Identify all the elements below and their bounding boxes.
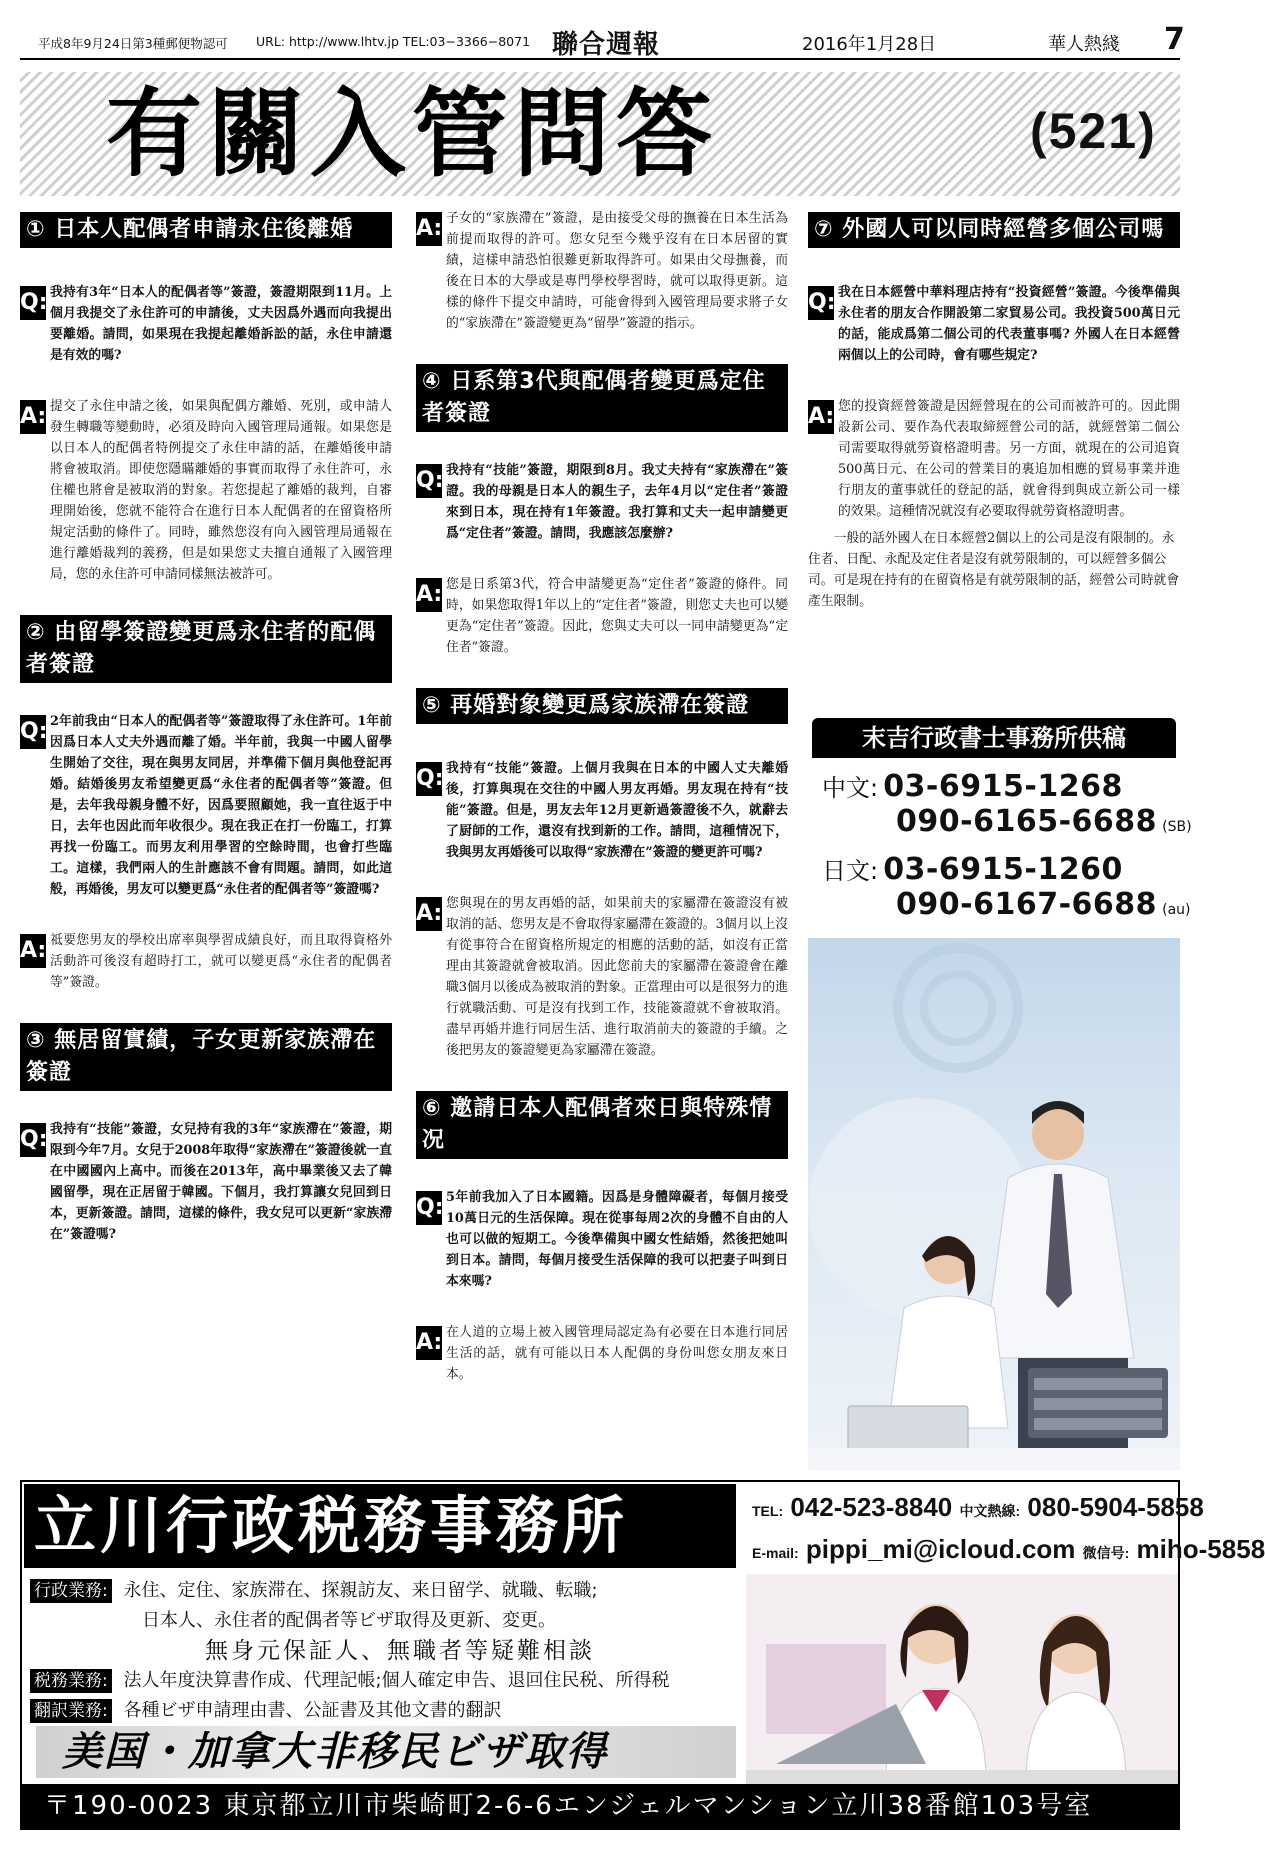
office-photo — [808, 938, 1180, 1470]
tax-service-row — [30, 1666, 730, 1696]
answer-tag: A: — [416, 578, 442, 612]
chinese-phone-row — [808, 768, 1180, 804]
column-1 — [20, 212, 392, 1275]
section-heading: ① 日本人配偶者申請永住後離婚 — [20, 212, 392, 248]
answer — [808, 396, 1180, 522]
qa-section-5 — [416, 688, 788, 1061]
email-label: E-mail: — [752, 1545, 799, 1561]
answer-tag: A: — [416, 212, 442, 246]
office-address: 〒190-0023 東京都立川市柴崎町2-6-6エンジェルマンション立川38番館103号室 — [22, 1784, 1178, 1828]
answer-text: 提交了永住申請之後，如果與配偶方離婚、死別，或申請人發生轉職等變動時，必須及時向入國管理局通報。如果您是以日本人的配偶者特例提交了永住申請的話，在離婚後申請將會被取消。即使您隱瞞離婚的事實而取得了永住許可，永住權也將會是被取消的對象。若您提起了離婚的裁判，自審理開始後，您就不能符合在進行日本人配偶者的在留資格所規定活動的條件了。同時，雖然您沒有向入國管理局通報在進行離婚裁判的義務，但是如果您丈夫擅自通報了入國管理局，您的永住許可申請同樣無法被許可。 — [50, 399, 392, 582]
carrier-label: (SB) — [1162, 819, 1192, 835]
question-text: 我持有“技能”簽證，期限到8月。我丈夫持有“家族滯在”簽證。我的母親是日本人的親生子，去年4月以“定住者”簽證來到日本，現在持有1年簽證。我打算和丈夫一起申請變更爲“定住者”簽證。請問，我應該怎麼辦? — [446, 463, 788, 541]
question-text: 我持有“技能”簽證。上個月我與在日本的中國人丈夫離婚後，打算與現在交往的中國人男友再婚。男友現在持有“技能”簽證。但是，男友去年12月更新過簽證後不久，就辭去了厨師的工作，還沒有找到新的工作。請問，這種情况下，我與男友再婚後可以取得“家族滯在”簽證的變更許可嗎? — [446, 761, 788, 860]
japanese-tel-1[interactable]: 03-6915-1260 — [883, 852, 1123, 887]
question — [20, 282, 392, 366]
question-tag: Q: — [416, 1191, 442, 1225]
postal-permit: 平成8年9月24日第3種郵便物認可 — [38, 36, 228, 51]
page-header — [20, 20, 1185, 60]
contact-title: 末吉行政書士事務所供稿 — [812, 718, 1176, 758]
contact-box — [808, 718, 1192, 922]
carrier-label: (au) — [1162, 902, 1191, 918]
answer-tag: A: — [416, 1326, 442, 1360]
section-heading: ③ 無居留實績，子女更新家族滯在簽證 — [20, 1023, 392, 1091]
admin-service-line-3: 無身元保証人、無職者等疑難相談 — [205, 1638, 595, 1664]
answer-tag: A: — [20, 400, 46, 434]
section-heading: ⑦ 外國人可以同時經營多個公司嗎 — [808, 212, 1180, 248]
translation-service-line: 各種ビザ申請理由書、公証書及其他文書的翻訳 — [123, 1700, 502, 1721]
japanese-label: 日文: — [822, 857, 879, 885]
answer-text: 子女的“家族滯在”簽證，是由接受父母的撫養在日本生活為前提而取得的許可。您女兒至今幾乎沒有在日本居留的實績，這樣申請恐怕很難更新取得許可。如果由父母撫養，而後在日本的大學或是專門學校學習時，就可以取得更新。這樣的條件下提交申請時，可能會得到入國管理局要求將子女的“家族滯在”簽證變更為“留學”簽證的指示。 — [446, 211, 788, 331]
page-title: 有關入管問答 — [106, 77, 718, 190]
chinese-hotline[interactable]: 080-5904-5858 — [1027, 1492, 1204, 1522]
tax-service-line: 法人年度決算書作成、代理記帳;個人確定申告、退回住民税、所得税 — [123, 1670, 670, 1691]
answer-tag: A: — [416, 897, 442, 931]
issue-number: (521) — [1030, 103, 1157, 159]
answer-text: 在人道的立場上被入國管理局認定為有必要在日本進行同居生活的話，就有可能以日本人配偶的身份叫您女朋友來日本。 — [446, 1325, 788, 1382]
question — [416, 460, 788, 544]
answer-text: 祗要您男友的學校出席率與學習成績良好，而且取得資格外活動許可後沒有超時打工，就可以變更爲“永住者的配偶者等”簽證。 — [50, 933, 392, 990]
answer — [20, 396, 392, 585]
answer — [416, 893, 788, 1061]
answer-text-continued: 一般的話外國人在日本經營2個以上的公司是沒有限制的。永住者、日配、永配及定住者是沒有就勞限制的，可以經營多個公司。可是現在持有的在留資格是有就勞限制的話，經營公司時就會產生限制。 — [808, 531, 1180, 609]
wechat-label: 微信号: — [1082, 1545, 1130, 1561]
email-address[interactable]: pippi_mi@icloud.com — [805, 1534, 1076, 1564]
admin-service-line-2: 日本人、永住者的配偶者等ビザ取得及更新、変更。 — [142, 1610, 556, 1631]
staff-illustration — [746, 1574, 1178, 1784]
staff-photo — [746, 1574, 1178, 1784]
qa-section-4 — [416, 364, 788, 658]
column-2 — [416, 212, 788, 1415]
admin-service-row — [30, 1576, 730, 1606]
service-list — [30, 1576, 730, 1726]
answer — [416, 574, 788, 658]
answer-text: 您是日系第3代，符合申請變更為“定住者”簽證的條件。同時，如果您取得1年以上的“定住者”簽證，則您丈夫也可以變更為“定住者”簽證。因此，您與丈夫可以一同申請變更為“定住者”簽證。 — [446, 577, 788, 655]
issue-date: 2016年1月28日 — [802, 34, 937, 55]
question-text: 5年前我加入了日本國籍。因爲是身體障礙者，每個月接受10萬日元的生活保障。現在從事每周2次的身體不自由的人也可以做的短期工。今後準備與中國女性結婚，然後把她叫到日本。請問，每個月接受生活保障的我可以把妻子叫到日本來嗎? — [446, 1190, 788, 1289]
answer-tag: A: — [20, 934, 46, 968]
office-tel[interactable]: 042-523-8840 — [790, 1492, 953, 1522]
ad-phone-line — [752, 1488, 1204, 1530]
chinese-tel-1[interactable]: 03-6915-1268 — [883, 769, 1123, 804]
office-name: 立川行政税務事務所 — [24, 1484, 736, 1568]
qa-section-3 — [20, 1023, 392, 1245]
question-tag: Q: — [20, 286, 46, 320]
advertisement — [20, 1480, 1265, 1830]
chinese-mobile-row — [808, 804, 1192, 839]
section-heading: ⑥ 邀請日本人配偶者來日與特殊情况 — [416, 1091, 788, 1159]
ad-contact — [752, 1488, 1265, 1572]
answer — [416, 1322, 788, 1385]
qa-section-6 — [416, 1091, 788, 1385]
title-banner — [20, 72, 1180, 196]
question-text: 我在日本經營中華料理店持有“投資經營”簽證。今後準備與永住者的朋友合作開設第二家貿易公司。我投資500萬日元的話，能成爲第二個公司的代表董事嗎? 外國人在日本經營兩個以上的公司時，會有哪些規定? — [838, 285, 1180, 363]
header-url: URL: http://www.lhtv.jp TEL:03−3366−8071 — [256, 34, 531, 49]
question-tag: Q: — [416, 762, 442, 796]
chinese-label: 中文: — [822, 774, 879, 802]
answer-text: 您與現在的男友再婚的話，如果前夫的家屬滯在簽證沒有被取消的話、您男友是不會取得家屬滯在簽證的。3個月以上沒有從事符合在留資格所規定的相應的活動的話，如沒有正當理由其簽證就會被取消。因此您前夫的家屬滯在簽證會在離職3個月以後成為被取消的對象。正當理由可以是很努力的進行就職活動、可是沒有找到工作，技能簽證就不會被取消。盡早再婚并進行同居生活、進行取消前夫的簽證的手續。之後把男友的簽證變更為家屬滯在簽證。 — [446, 896, 788, 1058]
japanese-phone-row — [808, 851, 1180, 887]
japanese-mobile-row — [808, 887, 1191, 922]
qa-section-2 — [20, 615, 392, 993]
japanese-tel-2[interactable]: 090-6167-6688 — [896, 887, 1158, 922]
question-tag: Q: — [20, 1123, 46, 1157]
translation-service-label: 翻訳業務: — [30, 1699, 112, 1723]
question-text: 我持有“技能”簽證，女兒持有我的3年“家族滯在”簽證，期限到今年7月。女兒于2008年取得“家族滯在”簽證後就一直在中國國內上高中。而後在2013年，高中畢業後又去了韓國留學，現在正居留于韓國。下個月，我打算讓女兒回到日本，更新簽證。請問，這樣的條件，我女兒可以更新“家族滯在”簽證嗎? — [50, 1122, 392, 1242]
question — [20, 1119, 392, 1245]
qa-section-7 — [808, 212, 1180, 612]
section-heading: ② 由留學簽證變更爲永住者的配偶者簽證 — [20, 615, 392, 683]
visa-slogan: 美国・加拿大非移民ビザ取得 — [36, 1726, 736, 1778]
tax-service-label: 税務業務: — [30, 1669, 112, 1693]
answer — [416, 208, 788, 334]
chinese-tel-2[interactable]: 090-6165-6688 — [896, 804, 1158, 839]
question-text: 2年前我由“日本人的配偶者等”簽證取得了永住許可。1年前因爲日本人丈夫外遇而離了婚。半年前，我與一中國人留學生開始了交往，現在與男友同居，并準備下個月與他登記再婚。結婚後男友希望變更爲“永住者的配偶者等”簽證。但是，去年我母親身體不好，因爲要照顧她，我一直往返于中日，去年也因此而年收很少。現在我正在打一份臨工，打算再找一份臨工。而男友利用學習的空餘時間，也會打些臨工。這樣，我們兩人的生計應該不會有問題。請問，如此這般，再婚後，男友可以變更爲“永住者的配偶者等”簽證嗎? — [50, 714, 392, 897]
answer-text: 您的投資經營簽證是因經營現在的公司而被許可的。因此開設新公司、要作為代表取締經營公司的話，就經營第二個公司需要取得就勞資格證明書。另一方面，就現在的公司追資500萬日元、在公司的營業目的裏追加相應的貿易事業并進行朋友的董事就任的登記的話，就會得到與成立新公司一樣的效果。這種情况就沒有必要取得就勞資格證明書。 — [838, 399, 1180, 519]
question-tag: Q: — [20, 715, 46, 749]
ad-email-line — [752, 1530, 1265, 1572]
translation-service-row — [30, 1696, 730, 1726]
question — [808, 282, 1180, 366]
page-number: 7 — [1164, 22, 1185, 57]
admin-service-line-1: 永住、定住、家族滞在、探親訪友、来日留学、就職、転職; — [123, 1580, 598, 1601]
column-3 — [808, 212, 1180, 640]
section-heading: ⑤ 再婚對象變更爲家族滯在簽證 — [416, 688, 788, 724]
paper-name: 聯合週報 — [552, 30, 661, 60]
chinese-hotline-label: 中文熱線: — [959, 1503, 1021, 1519]
answer-tag: A: — [808, 400, 834, 434]
tel-label: TEL: — [752, 1503, 784, 1519]
question — [416, 758, 788, 863]
office-illustration — [808, 938, 1180, 1470]
question-text: 我持有3年“日本人的配偶者等”簽證，簽證期限到11月。上個月我提交了永住許可的申請後，丈夫因爲外遇而向我提出要離婚。請問，如果現在我提起離婚訴訟的話，永住申請還是有效的嗎? — [50, 285, 392, 363]
question — [416, 1187, 788, 1292]
answer — [20, 930, 392, 993]
question — [20, 711, 392, 900]
question-tag: Q: — [416, 464, 442, 498]
admin-service-label: 行政業務: — [30, 1579, 112, 1603]
section-heading: ④ 日系第3代與配偶者變更爲定住者簽證 — [416, 364, 788, 432]
question-tag: Q: — [808, 286, 834, 320]
wechat-id[interactable]: miho-5858 — [1136, 1534, 1265, 1564]
section-name: 華人熱綫 — [1048, 34, 1120, 55]
qa-section-1 — [20, 212, 392, 585]
